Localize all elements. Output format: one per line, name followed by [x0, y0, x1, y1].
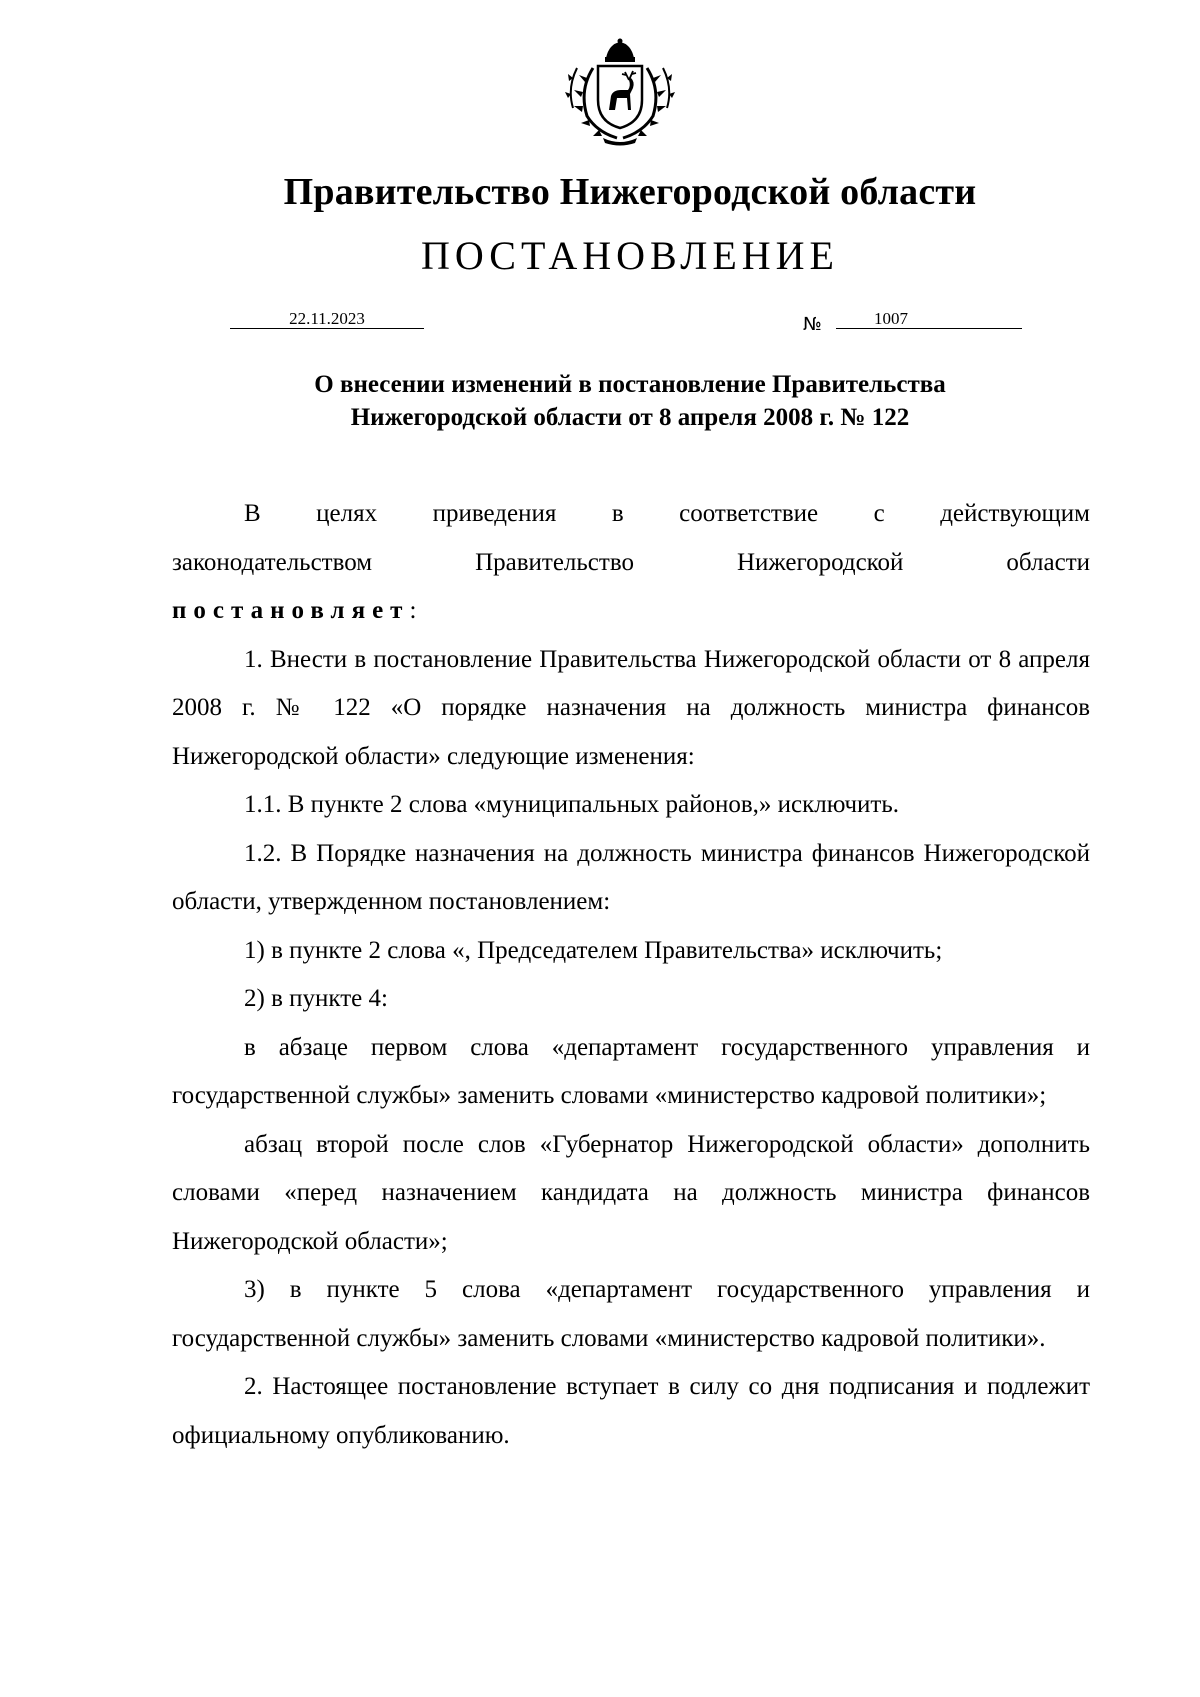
government-title: Правительство Нижегородской области: [283, 171, 977, 213]
item-2-paragraph-a: в абзаце первом слова «департамент государственного управления и государственной службы» заменить словами «министерство кадровой политики»;: [172, 1033, 1090, 1109]
intro-line-1: В целях приведения в соответствие с действующим: [244, 500, 1090, 527]
item-1: 1) в пункте 2 слова «, Председателем Правительства» исключить;: [244, 936, 943, 964]
item-2: 2) в пункте 4:: [244, 985, 388, 1012]
resolves-colon: :: [409, 597, 417, 624]
number-label: №: [803, 314, 822, 335]
document-date: 22.11.2023: [289, 309, 365, 328]
document-body: [172, 490, 1090, 1460]
clause-1: 1. Внести в постановление Правительства Нижегородской области от 8 апреля 2008 г. № 122 «О порядке назначения на должность министра финансов Нижегородской области» следующие изменения:: [172, 645, 1090, 770]
intro-line-2: законодательством Правительство Нижегородской области: [172, 548, 1090, 576]
resolves-word: постановляет: [172, 597, 410, 624]
number-underline: [836, 328, 1022, 329]
subject-line-2: Нижегородской области от 8 апреля 2008 г. № 122: [350, 404, 910, 431]
clause-1-2: 1.2. В Порядке назначения на должность министра финансов Нижегородской области, утвержденном постановлением:: [172, 839, 1090, 915]
item-2-paragraph-b: абзац второй после слов «Губернатор Нижегородской области» дополнить словами «перед назначением кандидата на должность министра финансов Нижегородской области»;: [172, 1130, 1090, 1255]
clause-2: 2. Настоящее постановление вступает в силу со дня подписания и подлежит официальному опубликованию.: [172, 1373, 1090, 1449]
resolves-line: [172, 587, 1090, 636]
subject-line-1: О внесении изменений в постановление Правительства: [314, 371, 946, 398]
coat-of-arms-emblem: [565, 38, 675, 146]
document-subject: [0, 368, 1200, 434]
document-type: ПОСТАНОВЛЕНИЕ: [421, 233, 839, 278]
item-3: 3) в пункте 5 слова «департамент государственного управления и государственной службы» заменить словами «министерство кадровой политики».: [172, 1276, 1090, 1352]
document-number: 1007: [874, 309, 908, 328]
date-underline: [230, 328, 424, 329]
clause-1-1: 1.1. В пункте 2 слова «муниципальных районов,» исключить.: [244, 791, 900, 818]
